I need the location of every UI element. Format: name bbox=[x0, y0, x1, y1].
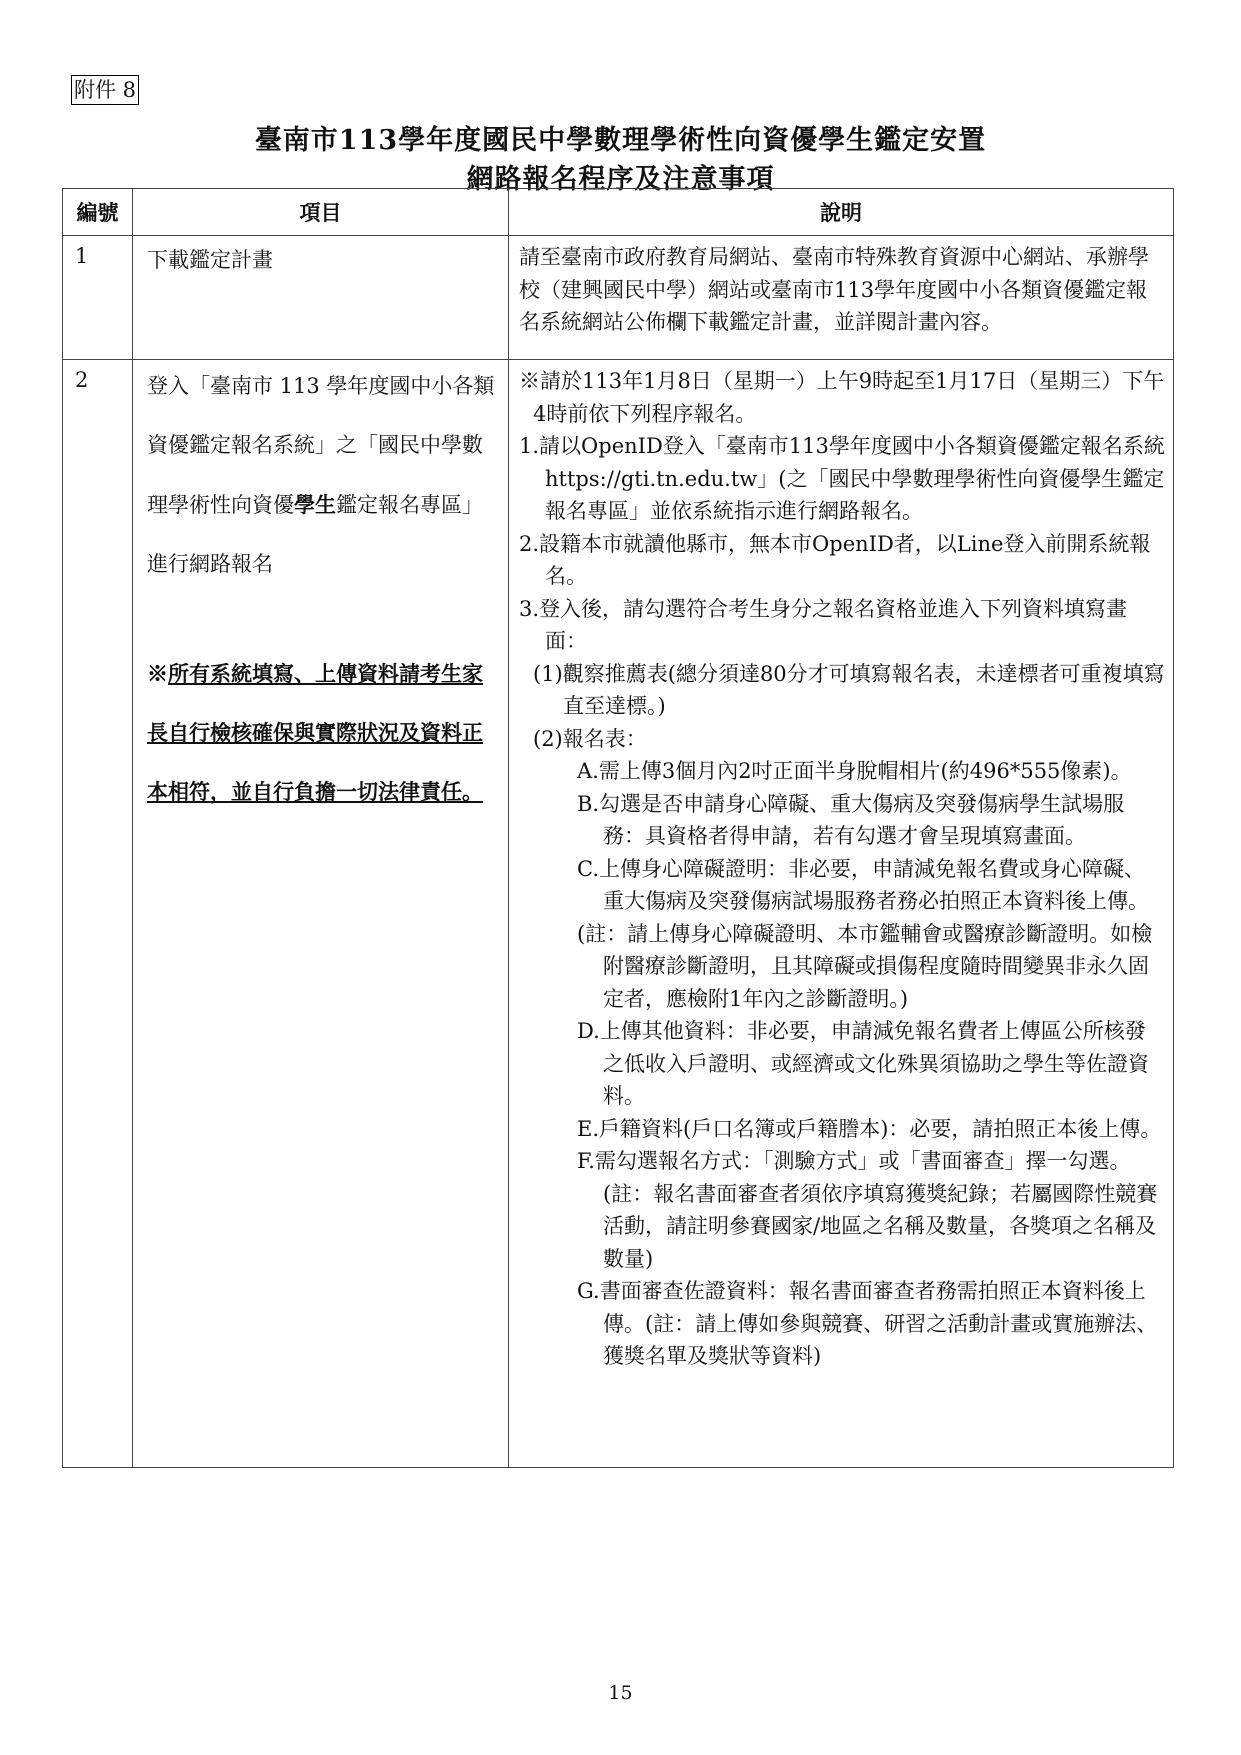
form-item-b: B.勾選是否申請身心障礙、重大傷病及突發傷病學生試場服務：具資格者得申請，若有勾選才會呈現填寫畫面。 bbox=[577, 791, 1125, 848]
header-number: 編號 bbox=[63, 189, 133, 236]
form-item-c: C.上傳身心障礙證明：非必要，申請減免報名費或身心障礙、重大傷病及突發傷病試場服務者務必拍照正本資料後上傳。 bbox=[577, 856, 1149, 913]
table-row bbox=[63, 236, 1174, 360]
procedure-table bbox=[62, 188, 1174, 1468]
item-text: 登入「臺南市 113 學年度國中小各類資優鑑定報名系統」之「國民中學數理學術性向資優 bbox=[147, 374, 495, 517]
form-item-a: A.需上傳3個月內2吋正面半身脫帽相片(約496*555像素)。 bbox=[577, 759, 1132, 783]
item-strong-text: 學生 bbox=[294, 492, 336, 517]
warning-text: 所有系統填寫、上傳資料請考生家長自行檢核確保與實際狀況及資料正本相符，並自行負擔一切法律責任。 bbox=[147, 661, 483, 804]
sub-step-2: (2)報名表： bbox=[533, 726, 647, 751]
warning-note bbox=[147, 644, 498, 821]
header-description: 說明 bbox=[509, 189, 1174, 236]
form-item-c-note: (註：請上傳身心障礙證明、本市鑑輔會或醫療診斷證明。如檢附醫療診斷證明，且其障礙或損傷程度隨時間變異非永久固定者，應檢附1年內之診斷證明。) bbox=[577, 921, 1153, 1011]
row-description bbox=[509, 236, 1174, 360]
sub-step-1: (1)觀察推薦表(總分須達80分才可填寫報名表，未達標者可重複填寫直至達標。) bbox=[533, 661, 1165, 718]
reference-mark: ※ bbox=[147, 661, 168, 686]
step-1: 1.請以OpenID登入「臺南市113學年度國中小各類資優鑑定報名系統https://gti.tn.edu.tw」(之「國民中學數理學術性向資優學生鑑定報名專區」並依系統指示進行網路報名。 bbox=[519, 434, 1165, 523]
header-item: 項目 bbox=[133, 189, 509, 236]
page-subtitle: 網路報名程序及注意事項 bbox=[466, 164, 775, 195]
step-2: 2.設籍本市就讀他縣市，無本市OpenID者，以Line登入前開系統報名。 bbox=[519, 531, 1151, 588]
form-item-d: D.上傳其他資料：非必要，申請減免報名費者上傳區公所核發之低收入戶證明、或經濟或文化殊異須協助之學生等佐證資料。 bbox=[577, 1019, 1149, 1108]
item-text-end: 鑑定報名專區」進行網路報名 bbox=[147, 493, 483, 576]
form-item-g: G.書面審查佐證資料：報名書面審查者務需拍照正本資料後上傳。(註：請上傳如參與競賽、研習之活動計畫或實施辦法、獲獎名單及獎狀等資料) bbox=[577, 1279, 1158, 1368]
table-row bbox=[63, 360, 1174, 1468]
row-item bbox=[133, 360, 509, 1468]
download-instructions: 請至臺南市政府教育局網站、臺南市特殊教育資源中心網站、承辦學校（建興國民中學）網站或臺南市113學年度國中小各類資優鑑定報名系統網站公佈欄下載鑑定計畫，並詳閱計畫內容。 bbox=[519, 245, 1149, 334]
table-header-row bbox=[63, 189, 1174, 236]
form-item-e: E.戶籍資料(戶口名簿或戶籍謄本)：必要，請拍照正本後上傳。 bbox=[577, 1116, 1162, 1141]
form-item-f: F.需勾選報名方式：「測驗方式」或「書面審查」擇一勾選。(註：報名書面審查者須依序填寫獲獎紀錄；若屬國際性競賽活動，請註明參賽國家/地區之名稱及數量，各獎項之名稱及數量) bbox=[577, 1149, 1158, 1271]
page-number: 15 bbox=[608, 1682, 633, 1704]
row-number: 2 bbox=[63, 360, 133, 1468]
row-number: 1 bbox=[63, 236, 133, 360]
row-item: 下載鑑定計畫 bbox=[133, 236, 509, 360]
registration-period: ※請於113年1月8日（星期一）上午9時起至1月17日（星期三）下午4時前依下列程序報名。 bbox=[519, 369, 1165, 426]
row-description bbox=[509, 360, 1174, 1468]
page-title: 臺南市113學年度國民中學數理學術性向資優學生鑑定安置 bbox=[254, 125, 987, 156]
step-3: 3.登入後，請勾選符合考生身分之報名資格並進入下列資料填寫畫面： bbox=[519, 596, 1128, 653]
attachment-label: 附件 8 bbox=[71, 75, 139, 105]
login-instruction bbox=[147, 357, 498, 594]
